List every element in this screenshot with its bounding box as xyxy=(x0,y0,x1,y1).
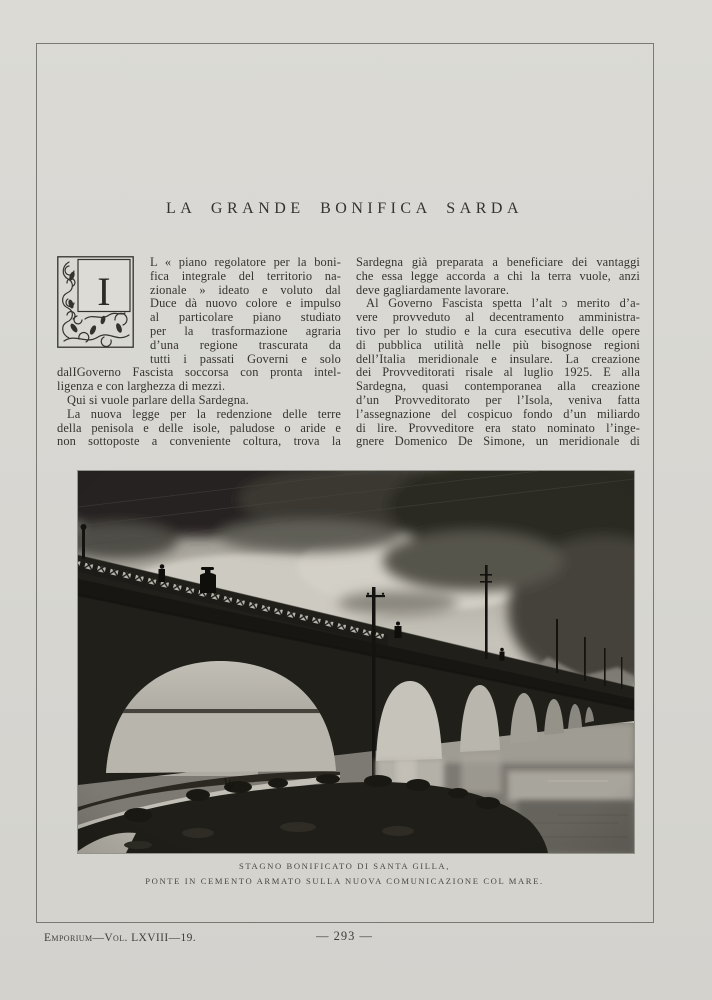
text-line: gnere Domenico De Simone, un meridionale di xyxy=(356,434,640,449)
text-line: per la trasformazione agraria xyxy=(150,323,341,338)
page-number: — 293 — xyxy=(316,929,373,943)
photo-caption xyxy=(36,859,653,888)
text-line: Duce dà nuovo colore e impulso xyxy=(150,296,341,311)
photo-caption-line-1: STAGNO BONIFICATO DI SANTA GILLA, xyxy=(239,861,450,871)
text-line: Al Governo Fascista spetta l’alt ɔ merito d’a- xyxy=(366,296,640,311)
text-line: zionale » ideato e voluto dal xyxy=(150,282,341,297)
text-line: l’assegnazione del cospicuo fondo d’un miliardo xyxy=(356,406,640,421)
text-line: di lire. Provveditore era stato nominato l’inge- xyxy=(356,420,640,435)
right-column xyxy=(356,256,640,449)
text-line: dei Provveditorati risale al luglio 1925. E alla xyxy=(356,365,640,380)
drop-cap-ornament xyxy=(57,256,150,364)
text-line: della penisola e delle isole, paludose o aride e xyxy=(57,420,341,435)
text-line: non sottoposte a conveniente coltura, trova la xyxy=(57,434,341,449)
text-line: L « piano regolatore per la boni- xyxy=(150,255,341,269)
left-column xyxy=(57,256,341,449)
text-line: Qui si vuole parlare della Sardegna. xyxy=(67,392,249,407)
text-line: che essa legge accorda a chi la terra vuole, anzi xyxy=(356,268,640,283)
text-line: deve gagliardamente lavorare. xyxy=(356,282,510,297)
footer-imprint: Emporium—Vol. LXVIII—19. xyxy=(44,932,197,944)
bridge-photograph xyxy=(78,471,634,853)
text-line: tivo per lo studio e la cura esecutiva delle opere xyxy=(356,323,640,338)
drop-cap-woodcut-icon xyxy=(57,256,134,348)
text-line: tutti i passati Governi e solo xyxy=(150,351,341,366)
text-line: di pubblica utilità nelle più bisognose regioni xyxy=(356,337,640,352)
photo-caption-line-2: PONTE IN CEMENTO ARMATO SULLA NUOVA COMUNICAZIONE COL MARE. xyxy=(145,875,544,886)
body-text xyxy=(57,256,640,449)
text-line: al particolare piano studiato xyxy=(150,310,341,325)
bridge-photo-illustration xyxy=(78,471,634,853)
text-line: Sardegna, quasi contemporanea alla creazione xyxy=(356,379,640,394)
text-line: dalIGoverno Fascista soccorsa con pronta intel- xyxy=(57,365,341,380)
text-line: vere provveduto al decentramento amministra- xyxy=(356,310,640,325)
text-line: fica integrale del territorio na- xyxy=(150,268,341,283)
svg-text:I: I xyxy=(97,269,111,315)
text-line: dell’Italia meridionale e insulare. La creazione xyxy=(356,351,640,366)
text-line: d’una regione trascurata da xyxy=(150,337,341,352)
text-line: d’un Provveditorato per l’Isola, veniva fatta xyxy=(356,392,640,407)
text-line: Sardegna già preparata a beneficiare dei vantaggi xyxy=(356,255,640,269)
text-line: ligenza e con larghezza di mezzi. xyxy=(57,379,226,394)
page-title: LA GRANDE BONIFICA SARDA xyxy=(165,200,524,217)
text-line: La nuova legge per la redenzione delle terre xyxy=(67,406,341,421)
